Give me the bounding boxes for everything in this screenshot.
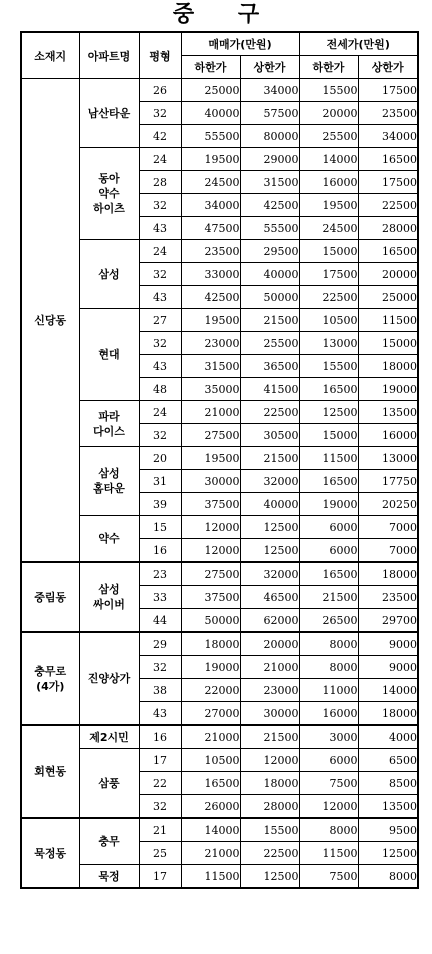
size-cell: 33	[139, 586, 181, 609]
size-cell: 43	[139, 355, 181, 378]
jeonse-upper-cell: 28000	[358, 217, 418, 240]
table-row	[21, 447, 418, 470]
sale-upper-cell: 62000	[240, 609, 299, 633]
jeonse-lower-cell: 26500	[299, 609, 358, 633]
jeonse-upper-cell: 18000	[358, 702, 418, 726]
jeonse-upper-cell: 16000	[358, 424, 418, 447]
sale-upper-cell: 15500	[240, 818, 299, 842]
size-cell: 32	[139, 263, 181, 286]
jeonse-lower-cell: 15500	[299, 79, 358, 102]
sale-lower-cell: 19500	[181, 148, 240, 171]
jeonse-lower-cell: 8000	[299, 818, 358, 842]
jeonse-upper-cell: 17500	[358, 79, 418, 102]
jeonse-upper-cell: 23500	[358, 586, 418, 609]
header-jeonse-upper: 상한가	[358, 56, 418, 79]
jeonse-upper-cell: 8000	[358, 865, 418, 889]
jeonse-upper-cell: 6500	[358, 749, 418, 772]
jeonse-lower-cell: 14000	[299, 148, 358, 171]
sale-upper-cell: 57500	[240, 102, 299, 125]
sale-lower-cell: 31500	[181, 355, 240, 378]
size-cell: 44	[139, 609, 181, 633]
jeonse-upper-cell: 9500	[358, 818, 418, 842]
apartment-name-cell: 현대	[79, 309, 139, 401]
jeonse-upper-cell: 7000	[358, 539, 418, 563]
size-cell: 32	[139, 424, 181, 447]
apartment-name-cell: 삼성	[79, 240, 139, 309]
size-cell: 24	[139, 148, 181, 171]
jeonse-lower-cell: 3000	[299, 725, 358, 749]
jeonse-lower-cell: 15000	[299, 424, 358, 447]
jeonse-upper-cell: 22500	[358, 194, 418, 217]
table-row	[21, 309, 418, 332]
sale-upper-cell: 32000	[240, 562, 299, 586]
size-cell: 48	[139, 378, 181, 401]
jeonse-lower-cell: 6000	[299, 749, 358, 772]
sale-upper-cell: 55500	[240, 217, 299, 240]
header-sale-lower: 하한가	[181, 56, 240, 79]
jeonse-upper-cell: 20250	[358, 493, 418, 516]
size-cell: 43	[139, 217, 181, 240]
jeonse-upper-cell: 15000	[358, 332, 418, 355]
size-cell: 42	[139, 125, 181, 148]
size-cell: 20	[139, 447, 181, 470]
sale-lower-cell: 40000	[181, 102, 240, 125]
location-cell: 묵정동	[21, 818, 79, 888]
table-row	[21, 240, 418, 263]
sale-upper-cell: 32000	[240, 470, 299, 493]
sale-upper-cell: 30000	[240, 702, 299, 726]
jeonse-lower-cell: 11500	[299, 447, 358, 470]
apartment-name-cell: 진양상가	[79, 632, 139, 725]
size-cell: 32	[139, 194, 181, 217]
jeonse-upper-cell: 9000	[358, 632, 418, 656]
sale-upper-cell: 80000	[240, 125, 299, 148]
size-cell: 25	[139, 842, 181, 865]
sale-lower-cell: 34000	[181, 194, 240, 217]
apartment-name-cell: 남산타운	[79, 79, 139, 148]
jeonse-lower-cell: 20000	[299, 102, 358, 125]
sale-upper-cell: 29500	[240, 240, 299, 263]
table-row	[21, 725, 418, 749]
jeonse-lower-cell: 17500	[299, 263, 358, 286]
size-cell: 29	[139, 632, 181, 656]
jeonse-upper-cell: 14000	[358, 679, 418, 702]
location-cell: 회현동	[21, 725, 79, 818]
jeonse-lower-cell: 11500	[299, 842, 358, 865]
size-cell: 22	[139, 772, 181, 795]
apartment-name-cell: 묵정	[79, 865, 139, 889]
sale-upper-cell: 12500	[240, 516, 299, 539]
sale-upper-cell: 21500	[240, 309, 299, 332]
size-cell: 21	[139, 818, 181, 842]
jeonse-upper-cell: 17750	[358, 470, 418, 493]
header-size: 평형	[139, 32, 181, 79]
size-cell: 39	[139, 493, 181, 516]
size-cell: 43	[139, 286, 181, 309]
jeonse-upper-cell: 25000	[358, 286, 418, 309]
sale-upper-cell: 12500	[240, 865, 299, 889]
jeonse-lower-cell: 16500	[299, 470, 358, 493]
table-row	[21, 79, 418, 102]
sale-upper-cell: 22500	[240, 842, 299, 865]
table-row	[21, 401, 418, 424]
jeonse-upper-cell: 20000	[358, 263, 418, 286]
sale-lower-cell: 11500	[181, 865, 240, 889]
price-table	[20, 31, 419, 889]
sale-upper-cell: 42500	[240, 194, 299, 217]
apartment-name-cell: 약수	[79, 516, 139, 563]
jeonse-upper-cell: 23500	[358, 102, 418, 125]
jeonse-lower-cell: 11000	[299, 679, 358, 702]
size-cell: 26	[139, 79, 181, 102]
location-cell: 중림동	[21, 562, 79, 632]
jeonse-upper-cell: 7000	[358, 516, 418, 539]
sale-upper-cell: 50000	[240, 286, 299, 309]
size-cell: 32	[139, 102, 181, 125]
sale-lower-cell: 21000	[181, 842, 240, 865]
sale-upper-cell: 20000	[240, 632, 299, 656]
header-row	[21, 32, 418, 56]
sale-upper-cell: 40000	[240, 263, 299, 286]
header-jeonse-lower: 하한가	[299, 56, 358, 79]
sale-lower-cell: 12000	[181, 539, 240, 563]
table-body	[21, 79, 418, 889]
size-cell: 17	[139, 749, 181, 772]
header-sale: 매매가(만원)	[181, 32, 299, 56]
jeonse-upper-cell: 34000	[358, 125, 418, 148]
jeonse-upper-cell: 9000	[358, 656, 418, 679]
sale-upper-cell: 23000	[240, 679, 299, 702]
size-cell: 24	[139, 401, 181, 424]
sale-lower-cell: 12000	[181, 516, 240, 539]
table-row	[21, 562, 418, 586]
jeonse-lower-cell: 24500	[299, 217, 358, 240]
table-row	[21, 749, 418, 772]
sale-lower-cell: 27000	[181, 702, 240, 726]
apartment-name-cell: 동아 약수 하이츠	[79, 148, 139, 240]
jeonse-upper-cell: 4000	[358, 725, 418, 749]
sale-upper-cell: 40000	[240, 493, 299, 516]
sale-lower-cell: 50000	[181, 609, 240, 633]
jeonse-lower-cell: 12000	[299, 795, 358, 819]
jeonse-lower-cell: 21500	[299, 586, 358, 609]
jeonse-lower-cell: 19000	[299, 493, 358, 516]
sale-lower-cell: 30000	[181, 470, 240, 493]
jeonse-upper-cell: 18000	[358, 355, 418, 378]
sale-lower-cell: 55500	[181, 125, 240, 148]
jeonse-upper-cell: 12500	[358, 842, 418, 865]
jeonse-lower-cell: 25500	[299, 125, 358, 148]
size-cell: 24	[139, 240, 181, 263]
size-cell: 32	[139, 656, 181, 679]
table-row	[21, 818, 418, 842]
apartment-name-cell: 삼성 싸이버	[79, 562, 139, 632]
sale-upper-cell: 30500	[240, 424, 299, 447]
sale-lower-cell: 21000	[181, 401, 240, 424]
sale-upper-cell: 18000	[240, 772, 299, 795]
location-cell: 신당동	[21, 79, 79, 563]
table-row	[21, 148, 418, 171]
sale-upper-cell: 12000	[240, 749, 299, 772]
header-jeonse: 전세가(만원)	[299, 32, 418, 56]
sale-lower-cell: 14000	[181, 818, 240, 842]
jeonse-lower-cell: 16500	[299, 562, 358, 586]
jeonse-lower-cell: 15500	[299, 355, 358, 378]
size-cell: 23	[139, 562, 181, 586]
header-apartment: 아파트명	[79, 32, 139, 79]
jeonse-lower-cell: 6000	[299, 516, 358, 539]
header-location: 소재지	[21, 32, 79, 79]
sale-lower-cell: 19500	[181, 447, 240, 470]
sale-lower-cell: 16500	[181, 772, 240, 795]
table-row	[21, 632, 418, 656]
sale-lower-cell: 18000	[181, 632, 240, 656]
jeonse-upper-cell: 8500	[358, 772, 418, 795]
sale-lower-cell: 27500	[181, 424, 240, 447]
jeonse-upper-cell: 19000	[358, 378, 418, 401]
sale-lower-cell: 37500	[181, 586, 240, 609]
jeonse-upper-cell: 16500	[358, 240, 418, 263]
sale-lower-cell: 23500	[181, 240, 240, 263]
size-cell: 17	[139, 865, 181, 889]
size-cell: 27	[139, 309, 181, 332]
sale-lower-cell: 27500	[181, 562, 240, 586]
size-cell: 28	[139, 171, 181, 194]
header-sale-upper: 상한가	[240, 56, 299, 79]
jeonse-upper-cell: 18000	[358, 562, 418, 586]
jeonse-lower-cell: 22500	[299, 286, 358, 309]
table-row	[21, 865, 418, 889]
sale-upper-cell: 22500	[240, 401, 299, 424]
sale-upper-cell: 41500	[240, 378, 299, 401]
sale-upper-cell: 21000	[240, 656, 299, 679]
sale-lower-cell: 22000	[181, 679, 240, 702]
apartment-name-cell: 제2시민	[79, 725, 139, 749]
jeonse-upper-cell: 17500	[358, 171, 418, 194]
sale-upper-cell: 28000	[240, 795, 299, 819]
jeonse-upper-cell: 13500	[358, 795, 418, 819]
sale-upper-cell: 34000	[240, 79, 299, 102]
jeonse-upper-cell: 13000	[358, 447, 418, 470]
jeonse-lower-cell: 15000	[299, 240, 358, 263]
size-cell: 16	[139, 539, 181, 563]
size-cell: 32	[139, 332, 181, 355]
jeonse-lower-cell: 12500	[299, 401, 358, 424]
sale-lower-cell: 19000	[181, 656, 240, 679]
sale-lower-cell: 25000	[181, 79, 240, 102]
sale-lower-cell: 19500	[181, 309, 240, 332]
sale-upper-cell: 25500	[240, 332, 299, 355]
sale-lower-cell: 42500	[181, 286, 240, 309]
table-row	[21, 516, 418, 539]
jeonse-lower-cell: 7500	[299, 865, 358, 889]
jeonse-lower-cell: 7500	[299, 772, 358, 795]
sale-upper-cell: 36500	[240, 355, 299, 378]
sale-lower-cell: 23000	[181, 332, 240, 355]
jeonse-lower-cell: 19500	[299, 194, 358, 217]
jeonse-lower-cell: 8000	[299, 632, 358, 656]
jeonse-upper-cell: 11500	[358, 309, 418, 332]
sale-lower-cell: 37500	[181, 493, 240, 516]
apartment-name-cell: 삼성 홈타운	[79, 447, 139, 516]
sale-lower-cell: 21000	[181, 725, 240, 749]
size-cell: 15	[139, 516, 181, 539]
sale-upper-cell: 12500	[240, 539, 299, 563]
apartment-name-cell: 충무	[79, 818, 139, 865]
sale-upper-cell: 31500	[240, 171, 299, 194]
sale-upper-cell: 29000	[240, 148, 299, 171]
sale-lower-cell: 33000	[181, 263, 240, 286]
apartment-name-cell: 삼풍	[79, 749, 139, 819]
sale-lower-cell: 35000	[181, 378, 240, 401]
apartment-name-cell: 파라 다이스	[79, 401, 139, 447]
size-cell: 16	[139, 725, 181, 749]
jeonse-lower-cell: 13000	[299, 332, 358, 355]
jeonse-upper-cell: 16500	[358, 148, 418, 171]
sale-upper-cell: 21500	[240, 725, 299, 749]
jeonse-lower-cell: 16500	[299, 378, 358, 401]
sale-lower-cell: 47500	[181, 217, 240, 240]
size-cell: 32	[139, 795, 181, 819]
jeonse-upper-cell: 29700	[358, 609, 418, 633]
jeonse-lower-cell: 8000	[299, 656, 358, 679]
size-cell: 38	[139, 679, 181, 702]
jeonse-lower-cell: 6000	[299, 539, 358, 563]
jeonse-lower-cell: 16000	[299, 702, 358, 726]
location-cell: 충무로 (4가)	[21, 632, 79, 725]
sale-lower-cell: 26000	[181, 795, 240, 819]
sale-lower-cell: 10500	[181, 749, 240, 772]
sale-upper-cell: 46500	[240, 586, 299, 609]
jeonse-upper-cell: 13500	[358, 401, 418, 424]
jeonse-lower-cell: 10500	[299, 309, 358, 332]
size-cell: 43	[139, 702, 181, 726]
sale-lower-cell: 24500	[181, 171, 240, 194]
page-title: 중 구	[172, 2, 278, 27]
size-cell: 31	[139, 470, 181, 493]
jeonse-lower-cell: 16000	[299, 171, 358, 194]
sale-upper-cell: 21500	[240, 447, 299, 470]
